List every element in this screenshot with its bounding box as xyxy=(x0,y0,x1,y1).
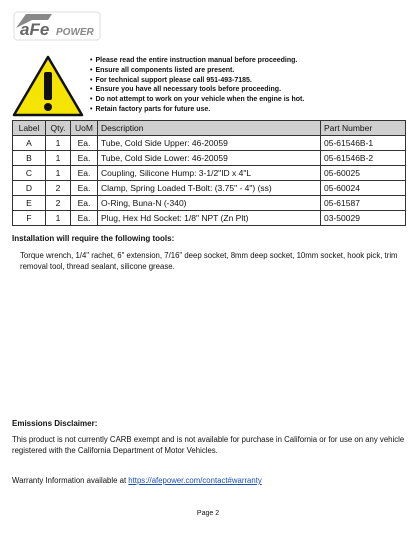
cell-label: A xyxy=(13,136,46,151)
afe-power-logo xyxy=(12,8,102,44)
warning-item: • For technical support please call 951-493-7185. xyxy=(90,76,304,86)
table-row xyxy=(13,136,406,151)
cell-uom: Ea. xyxy=(71,181,98,196)
cell-uom: Ea. xyxy=(71,196,98,211)
cell-label: D xyxy=(13,181,46,196)
tools-heading: Installation will require the following tools: xyxy=(12,234,175,243)
cell-qty: 1 xyxy=(46,166,71,181)
cell-description: Tube, Cold Side Upper: 46-20059 xyxy=(98,136,321,151)
cell-label: F xyxy=(13,211,46,226)
cell-part-number: 05-61587 xyxy=(321,196,406,211)
page-number: Page 2 xyxy=(196,510,220,517)
cell-uom: Ea. xyxy=(71,211,98,226)
warning-triangle-icon xyxy=(12,54,84,118)
cell-qty: 2 xyxy=(46,181,71,196)
warranty-prefix: Warranty Information available at xyxy=(12,476,129,485)
cell-part-number: 05-60024 xyxy=(321,181,406,196)
cell-uom: Ea. xyxy=(71,166,98,181)
warning-item: • Ensure you have all necessary tools before proceeding. xyxy=(90,85,304,95)
emissions-heading: Emissions Disclaimer: xyxy=(12,419,98,428)
cell-description: Clamp, Spring Loaded T-Bolt: (3.75" - 4") (ss) xyxy=(98,181,321,196)
cell-uom: Ea. xyxy=(71,151,98,166)
header-description: Description xyxy=(98,121,321,136)
table-row xyxy=(13,196,406,211)
cell-part-number: 05-60025 xyxy=(321,166,406,181)
cell-qty: 2 xyxy=(46,196,71,211)
cell-part-number: 03-50029 xyxy=(321,211,406,226)
cell-description: Plug, Hex Hd Socket: 1/8" NPT (Zn Plt) xyxy=(98,211,321,226)
cell-label: C xyxy=(13,166,46,181)
cell-label: B xyxy=(13,151,46,166)
header-label: Label xyxy=(13,121,46,136)
tools-list-text: Torque wrench, 1/4" rachet, 6" extension, 7/16" deep socket, 8mm deep socket, 10mm socket, hook pick, trim removal tool, thread sealant, silicone grease. xyxy=(20,251,398,271)
cell-description: Tube, Cold Side Lower: 46-20059 xyxy=(98,151,321,166)
cell-uom: Ea. xyxy=(71,136,98,151)
table-row xyxy=(13,151,406,166)
warranty-link[interactable]: https://afepower.com/contact#warranty xyxy=(128,476,262,485)
table-row xyxy=(13,166,406,181)
warning-item: • Retain factory parts for future use. xyxy=(90,105,304,115)
cell-label: E xyxy=(13,196,46,211)
cell-qty: 1 xyxy=(46,211,71,226)
parts-table xyxy=(12,120,406,226)
cell-part-number: 05-61546B-2 xyxy=(321,151,406,166)
warning-item: • Do not attempt to work on your vehicle when the engine is hot. xyxy=(90,95,304,105)
table-row xyxy=(13,181,406,196)
warning-item: • Ensure all components listed are present. xyxy=(90,66,304,76)
svg-text:POWER: POWER xyxy=(56,27,94,38)
header-part-number: Part Number xyxy=(321,121,406,136)
warning-item: • Please read the entire instruction manual before proceeding. xyxy=(90,56,304,66)
cell-description: O-Ring, Buna-N (-340) xyxy=(98,196,321,211)
svg-text:aFe: aFe xyxy=(20,20,50,39)
cell-qty: 1 xyxy=(46,151,71,166)
emissions-text: This product is not currently CARB exempt and is not available for purchase in California or for use on any vehicle registered with the California Department of Motor Vehicles. xyxy=(12,435,405,455)
safety-warnings-list xyxy=(90,56,304,115)
table-row xyxy=(13,211,406,226)
cell-qty: 1 xyxy=(46,136,71,151)
cell-description: Coupling, Silicone Hump: 3-1/2"ID x 4"L xyxy=(98,166,321,181)
cell-part-number: 05-61546B-1 xyxy=(321,136,406,151)
header-uom: UoM xyxy=(71,121,98,136)
warranty-line xyxy=(12,476,262,485)
header-qty: Qty. xyxy=(46,121,71,136)
table-header-row xyxy=(13,121,406,136)
